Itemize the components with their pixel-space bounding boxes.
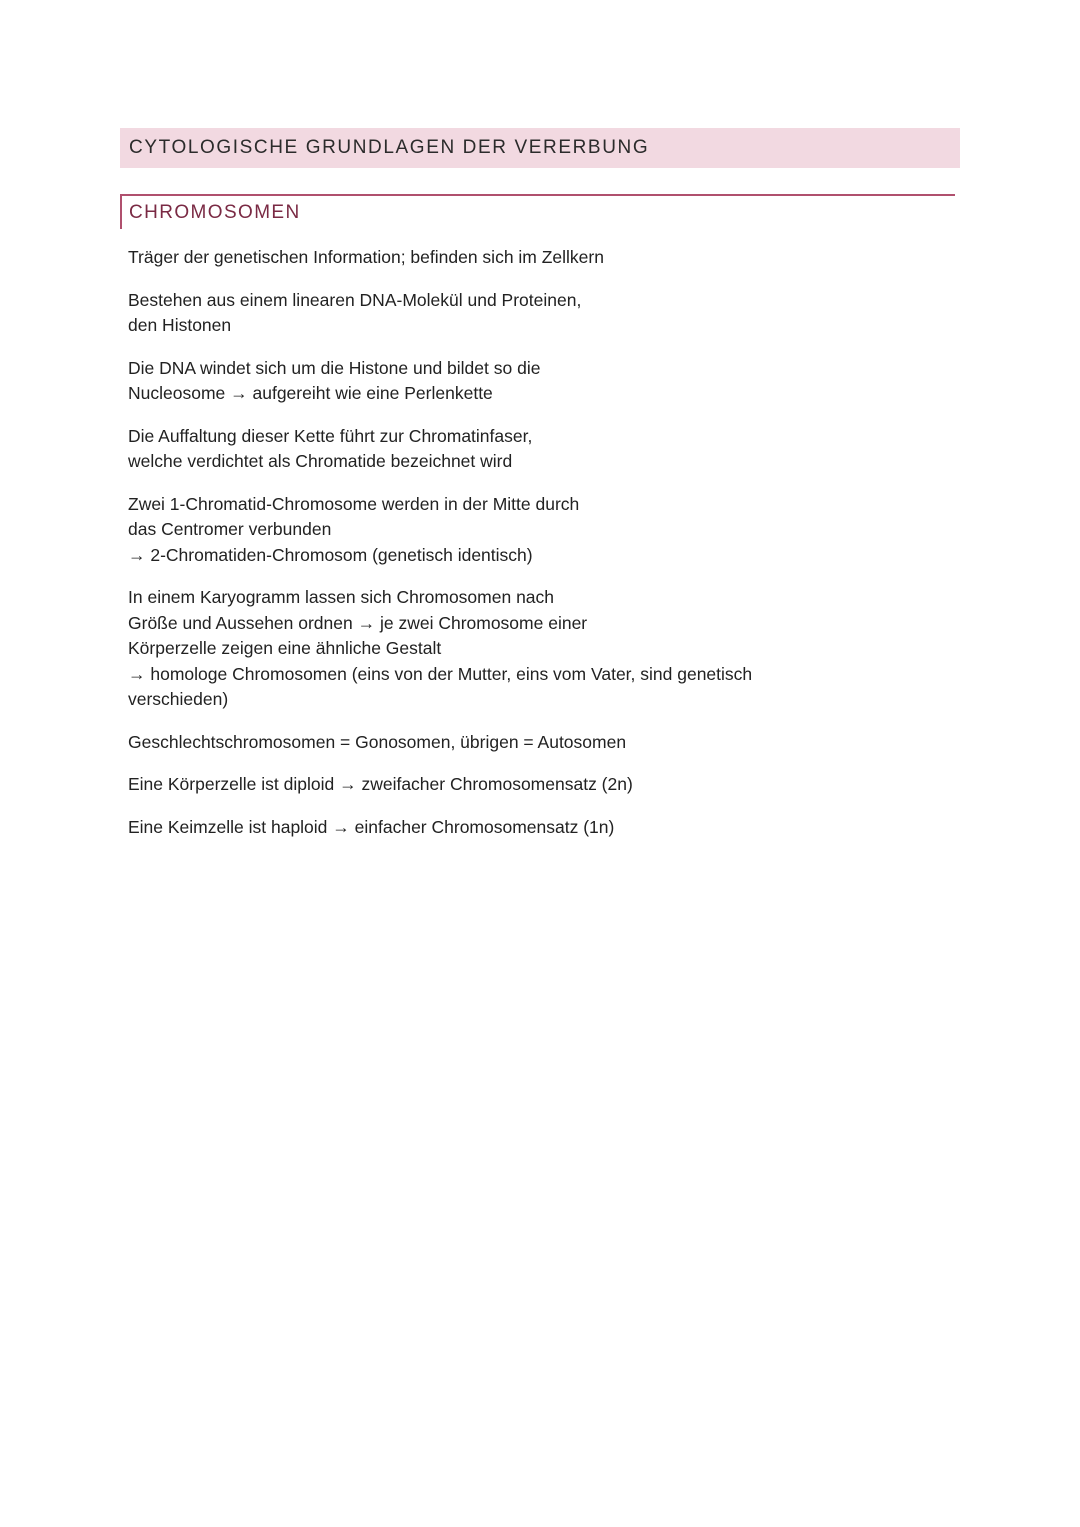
text-line: Größe und Aussehen ordnen → je zwei Chromosome einer	[128, 612, 588, 633]
text-line: Körperzelle zeigen eine ähnliche Gestalt	[128, 638, 442, 658]
text-line: den Histonen	[128, 315, 232, 335]
text-line: Eine Körperzelle ist diploid → zweifacher Chromosomensatz (2n)	[128, 774, 633, 794]
document-title: CYTOLOGISCHE GRUNDLAGEN DER VERERBUNG	[129, 137, 650, 158]
body-text	[128, 245, 928, 857]
text-line: → homologe Chromosomen (eins von der Mutter, eins vom Vater, sind genetisch	[128, 663, 753, 684]
paragraph	[128, 356, 928, 407]
text-line: Die DNA windet sich um die Histone und bildet so die	[128, 357, 541, 378]
text-line: welche verdichtet als Chromatide bezeichnet wird	[128, 451, 513, 471]
section-title: CHROMOSOMEN	[129, 201, 301, 223]
title-banner	[120, 128, 960, 168]
text-line: Die Auffaltung dieser Kette führt zur Chromatinfaser,	[128, 425, 533, 446]
section-heading	[120, 196, 301, 229]
text-line: Träger der genetischen Information; befinden sich im Zellkern	[128, 247, 604, 267]
text-line: → 2-Chromatiden-Chromosom (genetisch identisch)	[128, 544, 533, 565]
text-line: Geschlechtschromosomen = Gonosomen, übrigen = Autosomen	[128, 731, 627, 752]
paragraph	[128, 730, 928, 756]
text-line: Bestehen aus einem linearen DNA-Molekül und Proteinen,	[128, 289, 582, 310]
text-line: verschieden)	[128, 689, 229, 709]
paragraph	[128, 815, 928, 841]
text-line: In einem Karyogramm lassen sich Chromosomen nach	[128, 587, 555, 607]
text-line: Zwei 1-Chromatid-Chromosome werden in der Mitte durch	[128, 493, 580, 514]
paragraph	[128, 288, 928, 339]
paragraph	[128, 424, 928, 475]
paragraph	[128, 772, 928, 798]
text-line: Nucleosome → aufgereiht wie eine Perlenkette	[128, 383, 493, 403]
paragraph	[128, 245, 928, 271]
paragraph	[128, 585, 928, 713]
paragraph	[128, 492, 928, 569]
text-line: das Centromer verbunden	[128, 519, 332, 539]
text-line: Eine Keimzelle ist haploid → einfacher Chromosomensatz (1n)	[128, 816, 615, 837]
